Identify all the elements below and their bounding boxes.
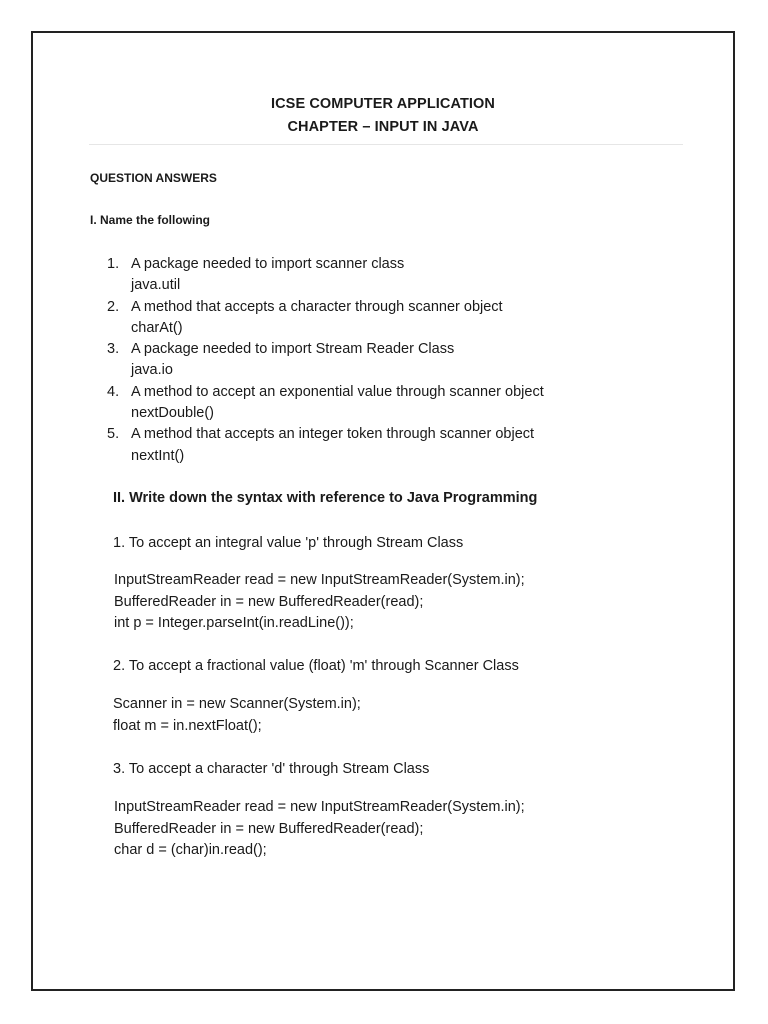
list-item-question: A method that accepts an integer token through scanner object	[131, 426, 535, 443]
name-the-following-list	[107, 254, 544, 467]
part2-heading: II. Write down the syntax with reference to Java Programming	[113, 490, 538, 506]
list-item	[107, 424, 544, 467]
list-item-question: A method that accepts a character through scanner object	[131, 298, 503, 315]
list-item-number: 4.	[107, 383, 120, 400]
code-line: InputStreamReader read = new InputStreamReader(System.in);	[114, 572, 525, 588]
list-item-number: 5.	[107, 426, 120, 443]
q2-prompt: 2. To accept a fractional value (float) 'm' through Scanner Class	[113, 658, 519, 674]
list-item	[107, 254, 544, 297]
part1-heading: I. Name the following	[90, 213, 211, 227]
q3-prompt: 3. To accept a character 'd' through Stream Class	[113, 761, 430, 777]
list-item-answer: java.io	[131, 362, 173, 379]
q3-code-block	[114, 797, 525, 862]
list-item-answer: nextDouble()	[131, 405, 215, 422]
doc-title-line2: CHAPTER – INPUT IN JAVA	[287, 119, 479, 135]
list-item	[107, 297, 544, 340]
list-item-question: A method to accept an exponential value through scanner object	[131, 383, 544, 400]
list-item	[107, 382, 544, 425]
q1-prompt: 1. To accept an integral value 'p' through Stream Class	[113, 535, 464, 551]
code-line: InputStreamReader read = new InputStreamReader(System.in);	[114, 799, 525, 815]
code-line: Scanner in = new Scanner(System.in);	[113, 696, 361, 712]
code-line: BufferedReader in = new BufferedReader(read);	[114, 593, 424, 610]
list-item-answer: java.util	[131, 277, 181, 294]
doc-title-line1: ICSE COMPUTER APPLICATION	[270, 96, 496, 112]
document-page	[31, 31, 735, 991]
list-item	[107, 339, 544, 382]
list-item-question: A package needed to import Stream Reader Class	[131, 341, 455, 358]
code-line: char d = (char)in.read();	[114, 842, 267, 858]
list-item-number: 2.	[107, 298, 120, 315]
code-line: int p = Integer.parseInt(in.readLine());	[114, 615, 354, 631]
code-line: float m = in.nextFloat();	[113, 717, 262, 734]
list-item-answer: charAt()	[131, 319, 183, 336]
q2-code-block	[113, 694, 361, 737]
list-item-number: 1.	[107, 256, 120, 272]
title-divider	[89, 144, 683, 145]
code-line: BufferedReader in = new BufferedReader(read);	[114, 820, 424, 837]
list-item-answer: nextInt()	[131, 447, 185, 464]
q1-code-block	[114, 570, 525, 635]
section-label: QUESTION ANSWERS	[90, 171, 217, 185]
list-item-question: A package needed to import scanner class	[131, 256, 405, 272]
list-item-number: 3.	[107, 341, 120, 358]
